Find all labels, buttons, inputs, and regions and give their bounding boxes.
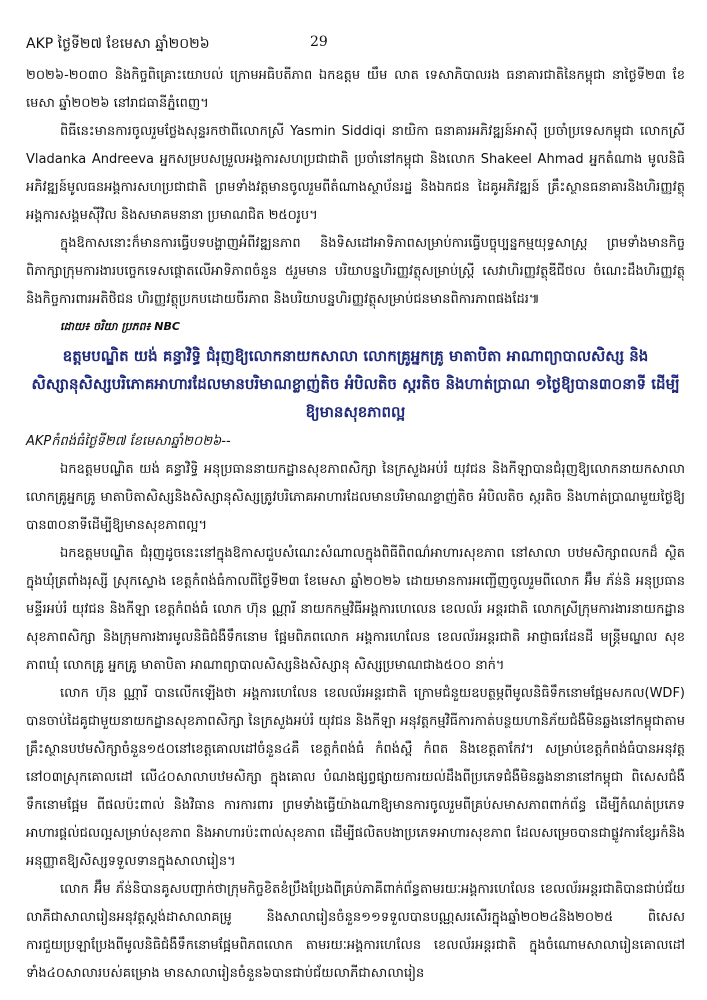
article2-paragraph-4: លោក អ៊ឹម ភ័ន់និបានគូសបញ្ជាក់ថាក្រុមកិច្ចខិតខំប្រឹងប្រែងពីគ្រប់ភាគីពាក់ព័ន្ធតាមរយៈអង្គការហេលែន ខេលល័រអន្តរជាតិបានជាប់ជ័យលាភីជាសាលារៀនអនុវត្តស្តង់ដាសាលាគម្រូ និងសាលារៀនចំនួន១១ទទួលបានបណ្ណសរសើរក្នុងឆ្នាំ២០២៤និង២០២៥ ពិសេសការជួយប្រឡាប្រែងពីមូលនិធិជំងឺទឹកនោមផ្អែមពិភពលោក តាមរយៈអង្គការហេលែន ខេលល័រអន្តរជាតិ ក្នុងចំណោមសាលារៀនគោលដៅទាំង៤០សាលារបស់គម្រោង មានសាលារៀនចំនួន៦បានជាប់ជ័យលាភីជាសាលារៀន	[26, 882, 685, 981]
article2-paragraph-2: ឯកឧត្តមបណ្ឌិត ជំរុញដូចនេះនៅក្នុងឱកាសជួបសំណេះសំណាលក្នុងពិធីពិពណ៌អាហារសុខភាព នៅសាលា បឋមសិក្សាពលកដ៏ ស្ថិតក្នុងឃុំត្រពាំងរុស្សី ស្រុកស្ទោង ខេត្តកំពង់ធំកាលពីថ្ងៃទី២៣ ខែមេសា ឆ្នាំ២០២៦ ដោយមានការអញ្ជើញចូលរួមពីលោក អ៊ឹម ភ័ន់និ អនុប្រធានមន្ទីរអប់រំ យុវជន និងកីឡា ខេត្តកំពង់ធំ លោក ហ៊ុន ណ្ណារី នាយកកម្មវិធីអង្គការហេលេន ខេលល័រ អន្តរជាតិ លោកស្រីក្រុមការងារនាយកដ្ឋានសុខភាពសិក្សា និងក្រុមការងារមូលនិធិជំងឺទឹកនោម ផ្អែមពិភពលោក អង្គការហេលែន ខេលល័រអន្តរជាតិ អាជ្ញាធរដែនដី មន្ត្រីមណ្ឌល សុខភាពឃុំ លោកគ្រូ អ្នកគ្រូ មាតាបិតា អាណាព្យាបាលសិស្សនិងសិស្សានុ សិស្សប្រមាណជាង៥០០ នាក់។	[26, 546, 685, 673]
page-number: 29	[310, 34, 328, 50]
header-source-date: AKP ថ្ងៃទី២៧ ខែមេសា ឆ្នាំ២០២៦	[26, 36, 210, 52]
article1-credit: ដោយ៖ ចរិយា ប្រភព៖ NBC	[60, 320, 180, 333]
article-body	[26, 62, 685, 988]
article2-paragraph-3: លោក ហ៊ុន ណ្ណារី បានលើកឡើងថា អង្គការហេលែន ខេលល័រអន្តរជាតិ ក្រោមជំនួយឧបត្ថម្ភពីមូលនិធិទឹកនោមផ្អែមសកល(WDF) បានចាប់ដៃគូជាមួយនាយកដ្ឋានសុខភាពសិក្សា នៃក្រសួងអប់រំ យុវជន និងកីឡា អនុវត្តកម្មវិធីការកាត់បន្ថយហានិភ័យជំងឺមិនឆ្លងនៅកម្ពុជាតាមគ្រឹះស្ថានបឋមសិក្សាចំនួន១៥០នៅខេត្តគោលដៅចំនួន៤គឺ ខេត្តកំពង់ធំ កំពង់ស្ពឺ កំពត និងខេត្តតាកែវ។ សម្រាប់ខេត្តកំពង់ធំបានអនុវត្តនៅ០៣ស្រុកគោលដៅ លើ៤០សាលាបឋមសិក្សា ក្នុងគោល បំណងផ្សព្វផ្សាយការយល់ដឹងពីប្រភេទជំងឺមិនឆ្លងនានានៅកម្ពុជា ពិសេសជំងឺទឹកនោមផ្អែម ពីផលប៉ះពាល់ និងវិធាន ការការពារ ព្រមទាំងធ្វើយ៉ាងណាឱ្យមានការចូលរួមពីគ្រប់សមាសភាពពាក់ព័ន្ធ ដើម្បីកំណត់ប្រភេទអាហារផ្ដល់ជលល្អសម្រាប់សុខភាព និងអាហារប៉ះពាល់សុខភាព ដើម្បីផលិតបងាប្រភេទអាហារសុខភាព ដែលសម្រេចបានជាផ្លូវការខ្សែរកំនិងអនុញ្ញាតឱ្យសិស្សទទួលទានក្នុងសាលារៀន។	[26, 686, 685, 869]
page-header	[26, 34, 685, 54]
article1-paragraph-1: ២០២៦-២០៣០ និងកិច្ចពិគ្រោះយោបល់ ក្រោមអធិបតីភាព ឯកឧត្តម យឹម លាត ទេសាភិបាលរង ធនាគារជាតិនៃកម្ពុជា នាថ្ងៃទី២៣ ខែមេសា ឆ្នាំ២០២៦ នៅរាជធានីភ្នំពេញ។	[26, 68, 685, 111]
article1-paragraph-2: ពិធីនេះមានការចូលរួមថ្លែងសុន្ទរកថាពីលោកស្រី Yasmin Siddiqi នាយិកា ធនាគារអភិវឌ្ឍន៍អាស៊ី ប្រចាំប្រទេសកម្ពុជា លោកស្រី Vladanka Andreeva អ្នកសម្របសម្រួលអង្គការសហប្រជាជាតិ ប្រចាំនៅកម្ពុជា និងលោក Shakeel Ahmad អ្នកតំណាង មូលនិធិអភិវឌ្ឍន៍មូលធនអង្គការសហប្រជាជាតិ ព្រមទាំងវត្តមានចូលរួមពីតំណាងស្ថាប័នរដ្ឋ និងឯកជន ដៃគូអភិវឌ្ឍន៍ គ្រឹះស្ថានធនាគារនិងហិរញ្ញវត្ថុ អង្គការសង្គមស៊ីវិល និងសមាគមនានា ប្រមាណជិត ២៥០រូប។	[26, 124, 685, 223]
article1-paragraph-3: ក្នុងឱកាសនោះក៏មានការធ្វើបទបង្ហាញអំពីវឌ្ឍនភាព និងទិសដៅអាទិភាពសម្រាប់ការធ្វើបច្ចុប្បន្នកម្មយុទ្ធសាស្ត្រ ព្រមទាំងមានកិច្ចពិភាក្សាក្រុមការងារបច្ចេកទេសផ្តោតលើអាទិភាពចំនួន ៥រួមមាន បរិយាបន្នហិរញ្ញវត្ថុសម្រាប់ស្ត្រី សេវាហិរញ្ញវត្ថុឌីជីថល ចំណេះដឹងហិរញ្ញវត្ថុនិងកិច្ចការពារអតិថិជន ហិរញ្ញវត្ថុប្រកបដោយចីរភាព និងបរិយាបន្នហិរញ្ញវត្ថុសម្រាប់ជនមានពិការភាពផងដែរ៕	[26, 236, 685, 307]
article2-dateline: AKPកំពង់ធំថ្ងៃទី២៧ ខែមេសាឆ្នាំ២០២៦--	[26, 434, 231, 449]
article2-paragraph-1: ឯកឧត្តមបណ្ឌិត យង់ គន្ធាវិទ្ធិ អនុប្រធាននាយកដ្ឋានសុខភាពសិក្សា នៃក្រសួងអប់រំ យុវជន និងកីឡាបានជំរុញឱ្យលោកនាយកសាលា លោកគ្រូអ្នកគ្រូ មាតាបិតាសិស្សនិងសិស្សានុសិស្សត្រូវបរិភោគអាហារដែលមានបរិមាណខ្លាញ់តិច អំបិលតិច ស្ករតិច និងហាត់ប្រាណមួយថ្ងៃឱ្យបាន៣០នាទីដើម្បីឱ្យមានសុខភាពល្អ។	[26, 462, 685, 533]
article2-headline: ឧត្តមបណ្ឌិត យង់ គន្ធាវិទ្ធិ ជំរុញឱ្យលោកនាយកសាលា លោកគ្រូអ្នកគ្រូ មាតាបិតា អាណាព្យាបាលសិស្ស និងសិស្សានុសិស្សបរិភោគអាហារដែលមានបរិមាណខ្លាញ់តិច អំបិលតិច ស្ករតិច និងហាត់ប្រាណ ១ថ្ងៃឱ្យបាន៣០នាទី ដើម្បីឱ្យមានសុខភាពល្អ	[31, 347, 680, 421]
